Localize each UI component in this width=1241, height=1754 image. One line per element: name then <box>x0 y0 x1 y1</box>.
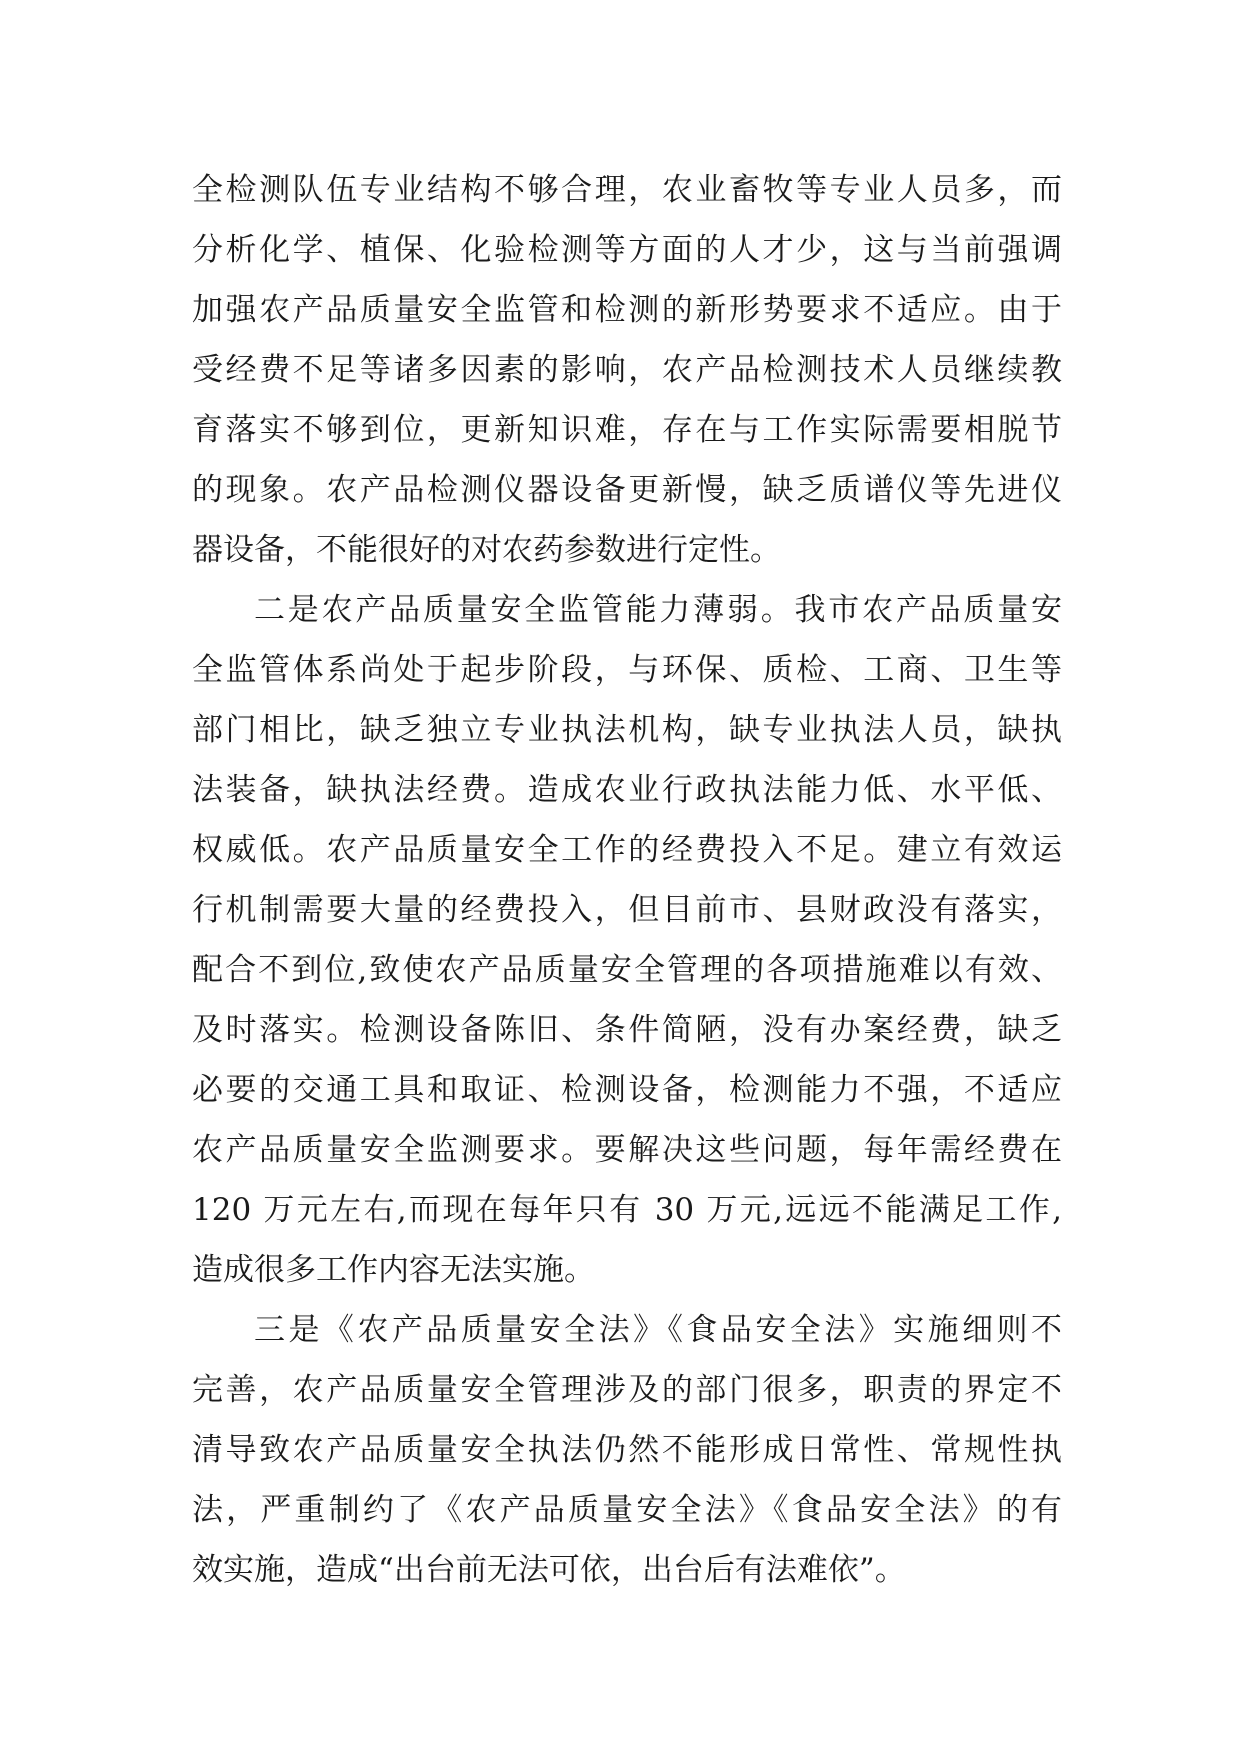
text-line: 行机制需要大量的经费投入，但目前市、县财政没有落实， <box>192 892 1062 928</box>
text-line: 120 万元左右,而现在每年只有 30 万元,远远不能满足工作, <box>192 1192 1062 1228</box>
text-line: 及时落实。检测设备陈旧、条件简陋，没有办案经费，缺乏 <box>192 1012 1062 1048</box>
paragraph-first-line: 二是农产品质量安全监管能力薄弱。我市农产品质量安 <box>254 592 1062 628</box>
text-line: 全检测队伍专业结构不够合理，农业畜牧等专业人员多，而 <box>192 172 1062 208</box>
text-line: 全监管体系尚处于起步阶段，与环保、质检、工商、卫生等 <box>192 652 1062 688</box>
text-line: 必要的交通工具和取证、检测设备，检测能力不强，不适应 <box>192 1072 1062 1108</box>
text-line: 育落实不够到位，更新知识难，存在与工作实际需要相脱节 <box>192 412 1062 448</box>
text-line: 权威低。农产品质量安全工作的经费投入不足。建立有效运 <box>192 832 1062 868</box>
text-line: 造成很多工作内容无法实施。 <box>192 1252 595 1288</box>
text-line: 加强农产品质量安全监管和检测的新形势要求不适应。由于 <box>192 292 1062 328</box>
text-line: 法装备，缺执法经费。造成农业行政执法能力低、水平低、 <box>192 772 1062 808</box>
text-line: 分析化学、植保、化验检测等方面的人才少，这与当前强调 <box>192 232 1062 268</box>
text-line: 器设备，不能很好的对农药参数进行定性。 <box>192 532 781 568</box>
text-line: 的现象。农产品检测仪器设备更新慢，缺乏质谱仪等先进仪 <box>192 472 1062 508</box>
text-line: 清导致农产品质量安全执法仍然不能形成日常性、常规性执 <box>192 1432 1062 1468</box>
text-line: 受经费不足等诸多因素的影响，农产品检测技术人员继续教 <box>192 352 1062 388</box>
text-line: 农产品质量安全监测要求。要解决这些问题，每年需经费在 <box>192 1132 1062 1168</box>
text-line: 法，严重制约了《农产品质量安全法》《食品安全法》的有 <box>192 1492 1062 1528</box>
text-line: 配合不到位,致使农产品质量安全管理的各项措施难以有效、 <box>192 952 1062 988</box>
text-line: 完善，农产品质量安全管理涉及的部门很多，职责的界定不 <box>192 1372 1062 1408</box>
text-line: 效实施，造成“出台前无法可依，出台后有法难依”。 <box>192 1552 906 1588</box>
text-line: 部门相比，缺乏独立专业执法机构，缺专业执法人员，缺执 <box>192 712 1062 748</box>
paragraph-first-line: 三是《农产品质量安全法》《食品安全法》实施细则不 <box>254 1312 1062 1348</box>
